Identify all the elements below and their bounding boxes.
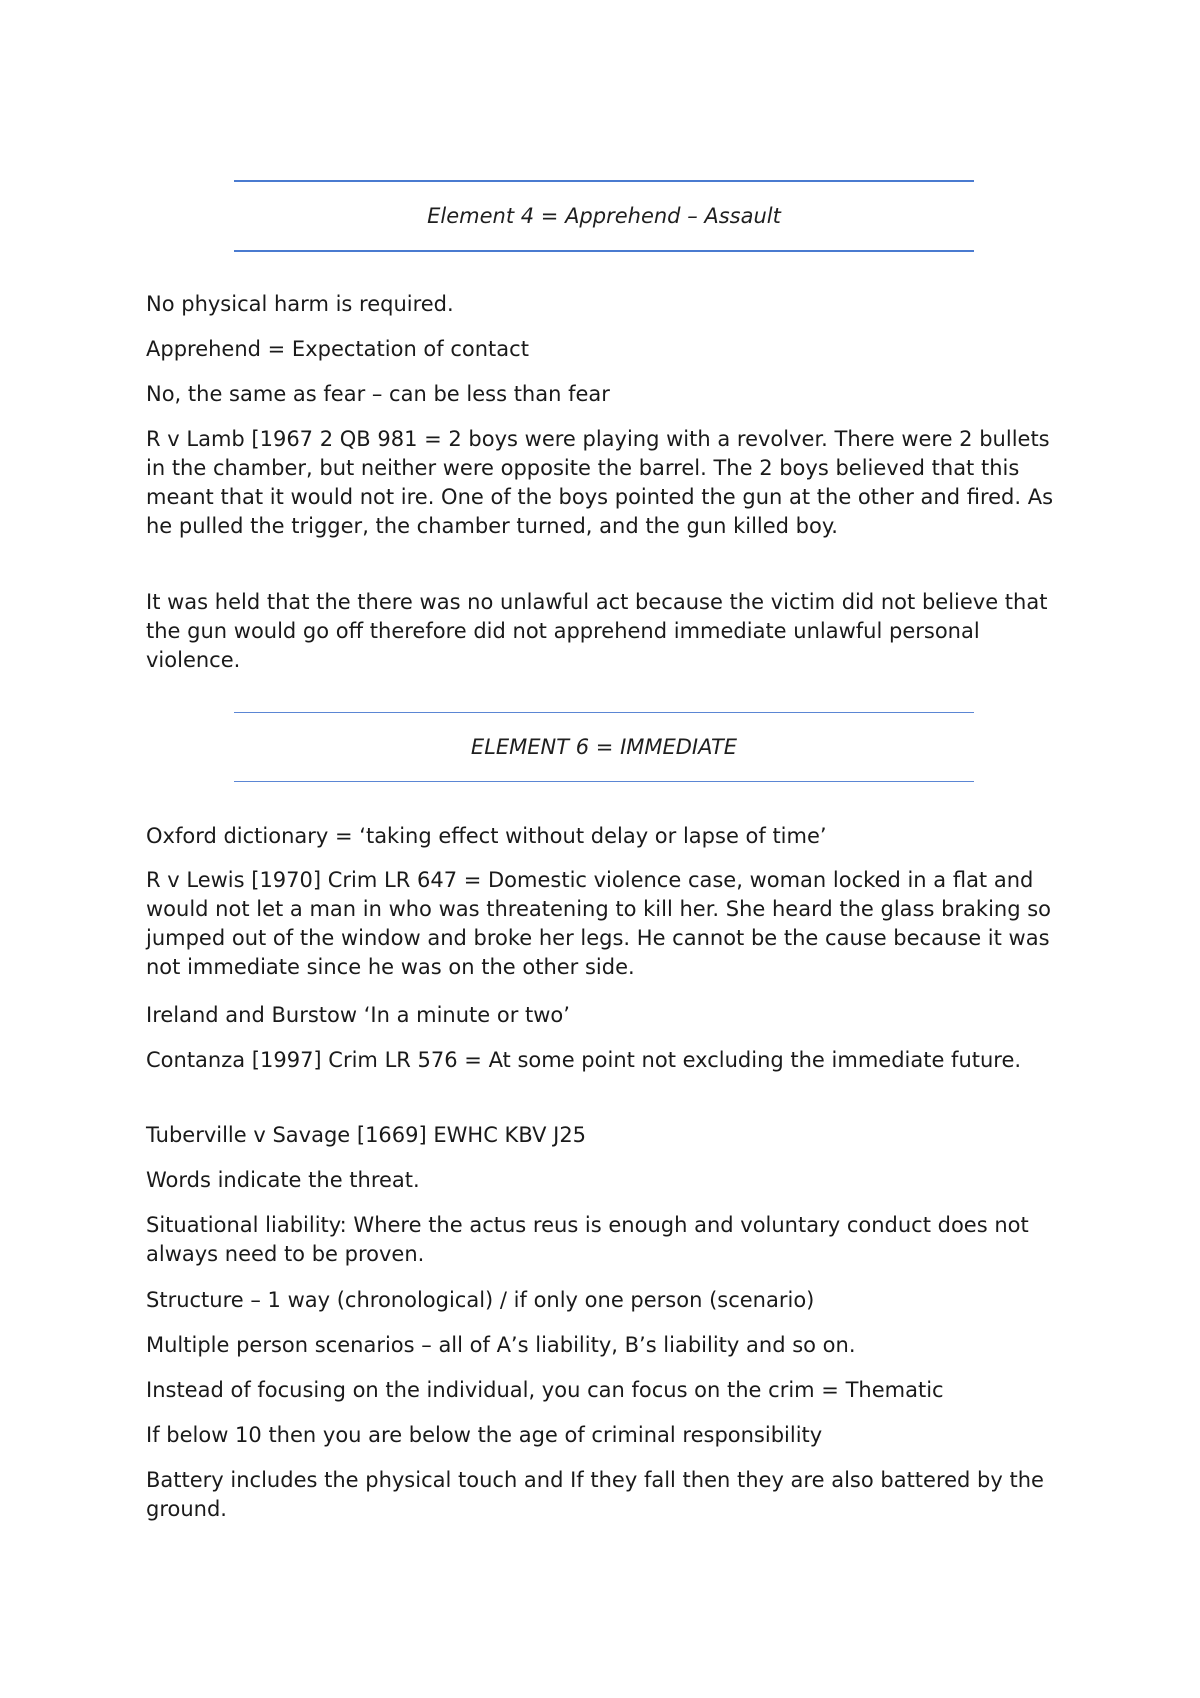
paragraph: No, the same as fear – can be less than fear <box>146 382 610 406</box>
heading-text: ELEMENT 6 = IMMEDIATE <box>470 735 738 759</box>
paragraph: Apprehend = Expectation of contact <box>146 337 529 361</box>
heading-text: Element 4 = Apprehend – Assault <box>427 204 781 228</box>
paragraph: Tuberville v Savage [1669] EWHC KBV J25 <box>146 1123 587 1147</box>
heading-bottom-rule <box>234 250 974 252</box>
paragraph: Ireland and Burstow ‘In a minute or two’ <box>146 1003 570 1027</box>
paragraph: Instead of focusing on the individual, you can focus on the crim = Thematic <box>146 1378 944 1402</box>
paragraph: No physical harm is required. <box>146 292 454 316</box>
section-heading-element-6 <box>234 712 974 782</box>
paragraph: It was held that the there was no unlawful act because the victim did not believe that the gun would go off therefore did not apprehend immediate unlawful personal violence. <box>146 590 1048 672</box>
paragraph: Oxford dictionary = ‘taking effect without delay or lapse of time’ <box>146 824 827 848</box>
paragraph-r-v-lamb: R v Lamb [1967 2 QB 981 = 2 boys were playing with a revolver. There were 2 bullets in the chamber, but neither were opposite the barrel. The 2 boys believed that this meant that it would not ire. One of the boys pointed the gun at the other and fired. As he pulled the trigger, the chamber turned, and the gun killed boy. <box>146 427 1054 538</box>
paragraph: Words indicate the threat. <box>146 1168 420 1192</box>
paragraph-r-v-lewis: R v Lewis [1970] Crim LR 647 = Domestic violence case, woman locked in a flat and would not let a man in who was threatening to kill her. She heard the glass braking so jumped out of the window and broke her legs. He cannot be the cause because it was not immediate since he was on the other side. <box>146 868 1052 979</box>
paragraph: If below 10 then you are below the age of criminal responsibility <box>146 1423 823 1447</box>
heading-bottom-rule <box>234 781 974 782</box>
paragraph: Structure – 1 way (chronological) / if only one person (scenario) <box>146 1288 815 1312</box>
section-heading-element-4 <box>234 180 974 252</box>
paragraph: Battery includes the physical touch and If they fall then they are also battered by the ground. <box>146 1468 1044 1521</box>
paragraph: Multiple person scenarios – all of A’s liability, B’s liability and so on. <box>146 1333 856 1357</box>
paragraph: Situational liability: Where the actus reus is enough and voluntary conduct does not always need to be proven. <box>146 1213 1029 1266</box>
paragraph: Contanza [1997] Crim LR 576 = At some point not excluding the immediate future. <box>146 1048 1022 1072</box>
